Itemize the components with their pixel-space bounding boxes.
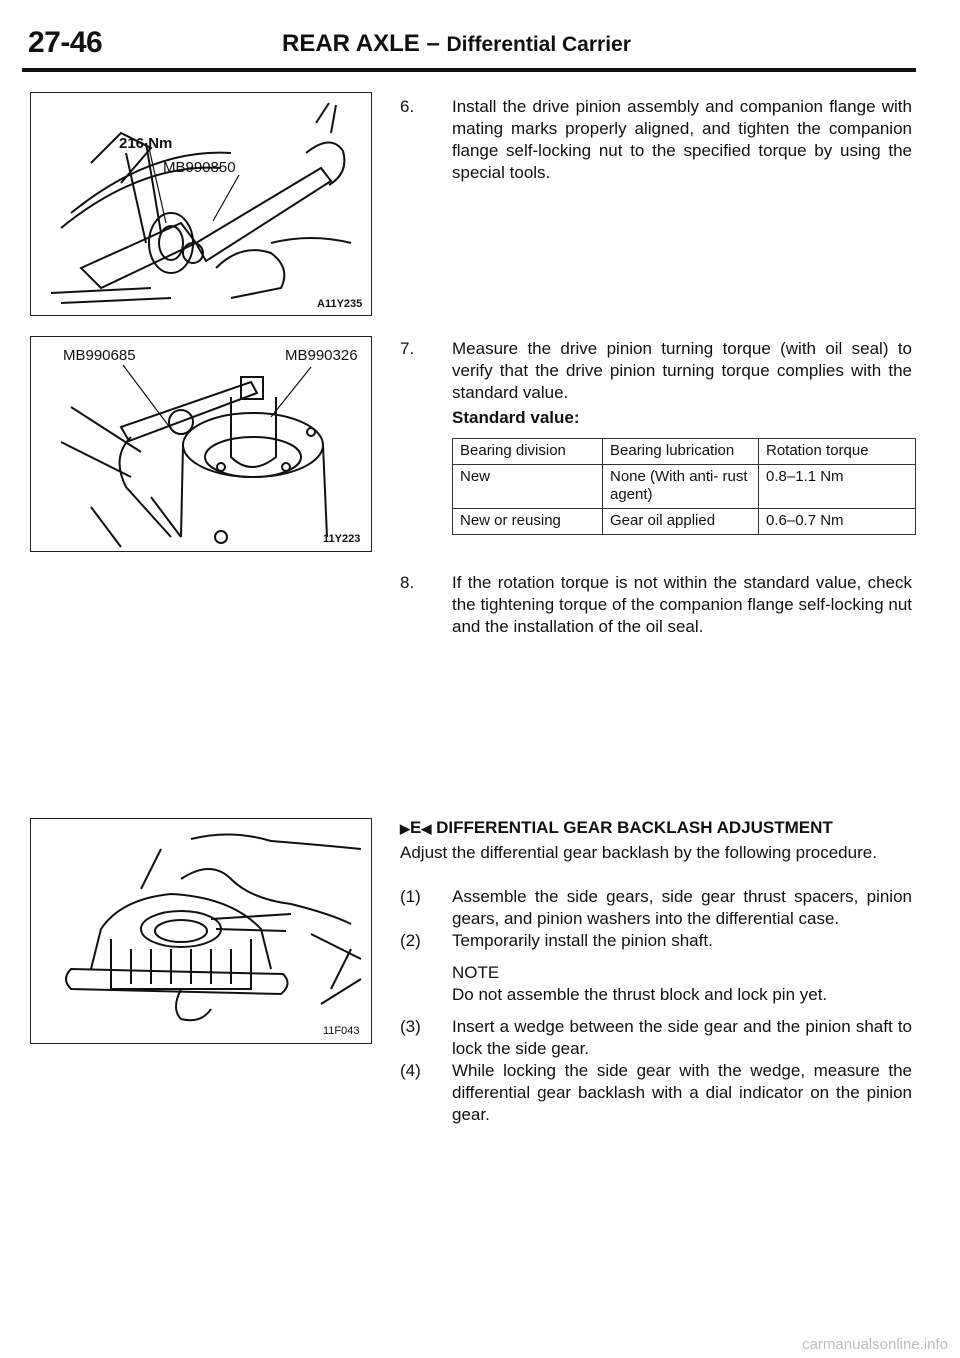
page-title bbox=[282, 30, 631, 58]
step-number: 6. bbox=[400, 97, 415, 116]
step-8 bbox=[400, 572, 912, 638]
watermark: carmanualsonline.info bbox=[802, 1336, 948, 1353]
table-header-cell: Bearing division bbox=[453, 439, 603, 465]
figure-code: 11F043 bbox=[323, 1025, 360, 1037]
section-letter: E bbox=[410, 818, 422, 837]
sub-step-text: Assemble the side gears, side gear thrust spacers, pinion gears, and pinion washers into the differential case. bbox=[452, 887, 912, 928]
tool-left-label: MB990685 bbox=[63, 347, 136, 364]
figure-code: 11Y223 bbox=[323, 533, 361, 545]
sub-step-4 bbox=[400, 1060, 912, 1126]
sub-step-text: Temporarily install the pinion shaft. bbox=[452, 931, 713, 950]
standard-value-label: Standard value: bbox=[452, 408, 580, 427]
table-row bbox=[453, 509, 916, 535]
table-row bbox=[453, 465, 916, 509]
step-number: 8. bbox=[400, 573, 415, 592]
differential-case-illustration bbox=[31, 819, 371, 1043]
header-rule bbox=[22, 68, 916, 72]
play-right-icon: ▶ bbox=[400, 821, 410, 836]
table-header-cell: Rotation torque bbox=[759, 439, 916, 465]
sub-step-2 bbox=[400, 930, 912, 952]
sub-step-number: (4) bbox=[400, 1061, 421, 1080]
page-number: 27-46 bbox=[28, 26, 103, 59]
sub-step-number: (1) bbox=[400, 887, 421, 906]
table-header-cell: Bearing lubrication bbox=[603, 439, 759, 465]
tool-right-label: MB990326 bbox=[285, 347, 358, 364]
step-6 bbox=[400, 96, 912, 184]
step-number: 7. bbox=[400, 339, 415, 358]
torque-wrench-illustration bbox=[31, 93, 371, 315]
table-cell: 0.6–0.7 Nm bbox=[759, 509, 916, 535]
tool-number-label: MB990850 bbox=[163, 159, 236, 176]
turning-torque-illustration bbox=[31, 337, 371, 551]
sub-step-text: Insert a wedge between the side gear and the pinion shaft to lock the side gear. bbox=[452, 1017, 912, 1058]
section-heading bbox=[400, 818, 833, 838]
step-text: Measure the drive pinion turning torque (with oil seal) to verify that the drive pinion turning torque complies with the standard value. bbox=[452, 339, 912, 402]
step-text: Install the drive pinion assembly and companion flange with mating marks properly aligned, and tighten the companion flange self-locking nut to the specified torque by using the special tools. bbox=[452, 97, 912, 182]
table-cell: Gear oil applied bbox=[603, 509, 759, 535]
title-dash: – bbox=[419, 30, 447, 57]
note-text: Do not assemble the thrust block and lock pin yet. bbox=[452, 985, 828, 1004]
sub-step-text: While locking the side gear with the wedge, measure the differential gear backlash with a dial indicator on the pinion gear. bbox=[452, 1061, 912, 1124]
table-header-row bbox=[453, 439, 916, 465]
figure-code: A11Y235 bbox=[317, 298, 363, 310]
step-text: If the rotation torque is not within the standard value, check the tightening torque of the companion flange self-locking nut and the installation of the oil seal. bbox=[452, 573, 912, 636]
sub-step-number: (3) bbox=[400, 1017, 421, 1036]
section-title: DIFFERENTIAL GEAR BACKLASH ADJUSTMENT bbox=[436, 818, 833, 837]
title-subtitle: Differential Carrier bbox=[446, 33, 631, 56]
section-intro: Adjust the differential gear backlash by the following procedure. bbox=[400, 843, 877, 862]
sub-step-number: (2) bbox=[400, 931, 421, 950]
table-cell: 0.8–1.1 Nm bbox=[759, 465, 916, 509]
play-left-icon: ◀ bbox=[421, 821, 432, 836]
figure-turning-torque bbox=[30, 336, 372, 552]
standard-value-table bbox=[452, 438, 916, 535]
table-cell: None (With anti- rust agent) bbox=[603, 465, 759, 509]
torque-value-label: 216 Nm bbox=[119, 135, 173, 152]
figure-differential-case bbox=[30, 818, 372, 1044]
note-block bbox=[452, 962, 912, 1006]
figure-torque-wrench bbox=[30, 92, 372, 316]
table-cell: New or reusing bbox=[453, 509, 603, 535]
note-title: NOTE bbox=[452, 963, 500, 982]
sub-step-3 bbox=[400, 1016, 912, 1060]
sub-step-1 bbox=[400, 886, 912, 930]
title-main: REAR AXLE bbox=[282, 30, 420, 57]
table-cell: New bbox=[453, 465, 603, 509]
step-7 bbox=[400, 338, 912, 404]
